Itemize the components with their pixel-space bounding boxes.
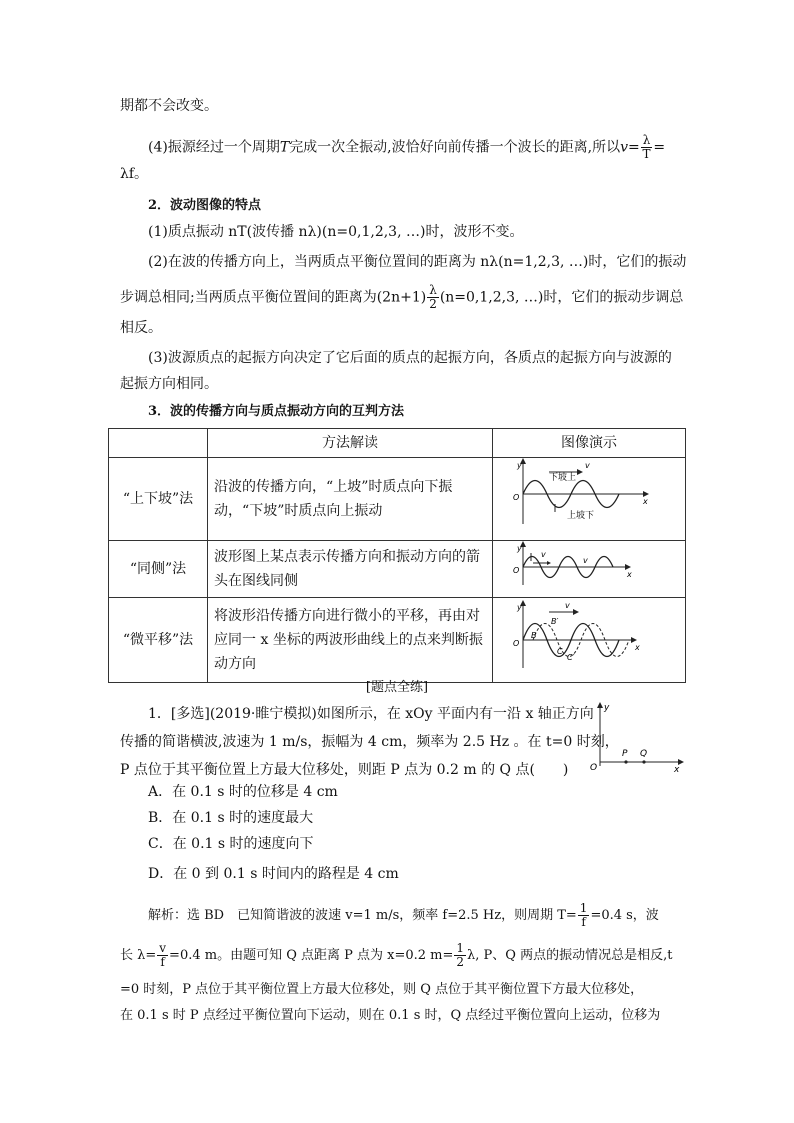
velocity-label: v [584,461,590,470]
axis-y-label: y [516,544,522,553]
fraction-denominator: f [581,915,586,929]
text: = [628,139,640,156]
solution-line [148,902,659,929]
fraction-numerator: 1 [456,941,465,955]
question-coordinate-diagram [586,700,686,772]
method-description: 波形图上某点表示传播方向和振动方向的箭头在图线同侧 [208,541,493,598]
velocity-label: v [564,601,570,610]
fraction-denominator: f [160,955,165,969]
paragraph-line: (1)质点振动 nT(波传播 nλ)(n=0,1,2,3, …)时，波形不变。 [148,224,524,240]
fraction [454,942,466,969]
method-table [108,428,686,683]
text: =0.4 m。由题可知 Q 点距离 P 点为 x=0.2 m= [169,948,454,963]
text: =0.4 s，波 [590,908,659,923]
option-b: B．在 0.1 s 时的速度最大 [148,810,314,826]
method-name: “上下坡”法 [109,458,208,541]
label-uphill: 上坡下 [566,511,594,521]
fraction [578,902,590,929]
fraction-numerator: 1 [579,901,588,915]
wave-diagram-same-side-svg [493,541,681,589]
axis-y-label: y [516,461,522,470]
fraction-numerator: λ [642,133,651,147]
paragraph-line: (3)波源质点的起振方向决定了它后面的质点的起振方向，各质点的起振方向与波源的 [148,350,672,366]
fraction-numerator: λ [429,283,437,297]
fraction [157,942,168,969]
point-label-b: B [530,631,537,640]
solution-line: 在 0.1 s 时 P 点经过平衡位置向下运动，则在 0.1 s 时，Q 点经过平衡位置向上运动，位移为 [120,1008,661,1023]
fraction [427,284,439,311]
paragraph-line: (2)在波的传播方向上，当两质点平衡位置间的距离为 nλ(n=1,2,3, …)时，它们的振动 [148,254,687,270]
point-p-label: P [622,749,628,759]
label-downhill: 下坡上 [548,473,576,483]
wave-diagram-micro-shift [492,598,685,683]
method-description: 沿波的传播方向，“上坡”时质点向下振动，“下坡”时质点向上振动 [208,458,493,541]
section-heading: 3．波的传播方向与质点振动方向的互判方法 [148,404,405,419]
paragraph-line: λf。 [120,166,149,182]
text: = [653,139,666,156]
paragraph-line: 相反。 [120,320,162,336]
origin-label: O [512,493,520,502]
wave-diagram-slope-svg [493,458,681,532]
paragraph-line [120,284,683,311]
point-q-label: Q [640,749,648,759]
text: 解析：选 BD 已知简谐波的波速 v=1 m/s，频率 f=2.5 Hz，则周期 T= [148,908,577,923]
wave-diagram-micro-shift-svg [493,598,681,674]
fraction [641,134,653,161]
text: T [279,139,290,156]
paragraph-line: 起振方向相同。 [120,376,218,392]
fraction-denominator: 2 [429,297,437,311]
point-q [642,760,645,763]
axis-y-label: y [516,603,522,612]
section-heading: 2．波动图像的特点 [148,198,262,213]
origin-label: O [512,639,520,648]
text: 步调总相同;当两质点平衡位置间的距离为(2n+1) [120,289,427,306]
question-line: 1．[多选](2019·睢宁模拟)如图所示，在 xOy 平面内有一沿 x 轴正方向 [148,706,594,722]
velocity-label: v [582,556,588,565]
method-name: “同侧”法 [109,541,208,598]
table-row [109,598,686,683]
section-title: [题点全练] [365,680,429,695]
point-label-c-prime: C′ [566,653,575,662]
text: 长 λ= [120,948,157,963]
wave-diagram-slope [492,458,685,541]
table-header-cell [109,429,208,458]
fraction-denominator: T [642,147,651,161]
table-header-cell: 方法解读 [208,429,493,458]
option-c: C．在 0.1 s 时的速度向下 [148,836,314,852]
fraction-numerator: v [159,941,167,955]
paragraph-line [148,134,665,161]
solution-line [120,942,672,969]
velocity-label: v [540,550,546,559]
text: (n=0,1,2,3, …)时，它们的振动步调总 [439,289,684,306]
text: v [620,139,629,156]
point-p [624,760,627,763]
text: (4)振源经过一个周期 [148,139,280,156]
point-label-b-prime: B′ [550,617,559,626]
fraction-denominator: 2 [456,955,465,969]
table-header-cell: 图像演示 [492,429,685,458]
solution-line: =0 时刻，P 点位于其平衡位置上方最大位移处，则 Q 点位于其平衡位置下方最大位移处， [120,982,644,997]
text: λ, P、Q 两点的振动情况总是相反,t [467,948,673,963]
origin-label: O [512,566,520,575]
table-row [109,541,686,598]
method-description: 将波形沿传播方向进行微小的平移，再由对应同一 x 坐标的两波形曲线上的点来判断振动方向 [208,598,493,683]
wave-diagram-same-side [492,541,685,598]
axis-x-label: x [642,497,648,506]
option-d: D．在 0 到 0.1 s 时间内的路程是 4 cm [148,866,399,882]
method-name: “微平移”法 [109,598,208,683]
origin-label: O [590,763,598,772]
axis-x-label: x [674,765,680,772]
option-a: A．在 0.1 s 时的位移是 4 cm [148,784,338,800]
text: 完成一次全振动,波恰好向前传播一个波长的距离,所以 [289,139,621,156]
question-line: P 点位于其平衡位置上方最大位移处，则距 P 点为 0.2 m 的 Q 点( ) [120,762,569,778]
axis-y-label: y [604,703,610,713]
table-header-row [109,429,686,458]
axis-x-label: x [634,643,640,652]
question-line: 传播的简谐横波,波速为 1 m/s，振幅为 4 cm，频率为 2.5 Hz 。在 t=0 时刻， [120,734,619,750]
paragraph-line: 期都不会改变。 [120,98,218,114]
table-row [109,458,686,541]
axis-x-label: x [626,570,632,579]
point-label-c: C [556,647,563,656]
